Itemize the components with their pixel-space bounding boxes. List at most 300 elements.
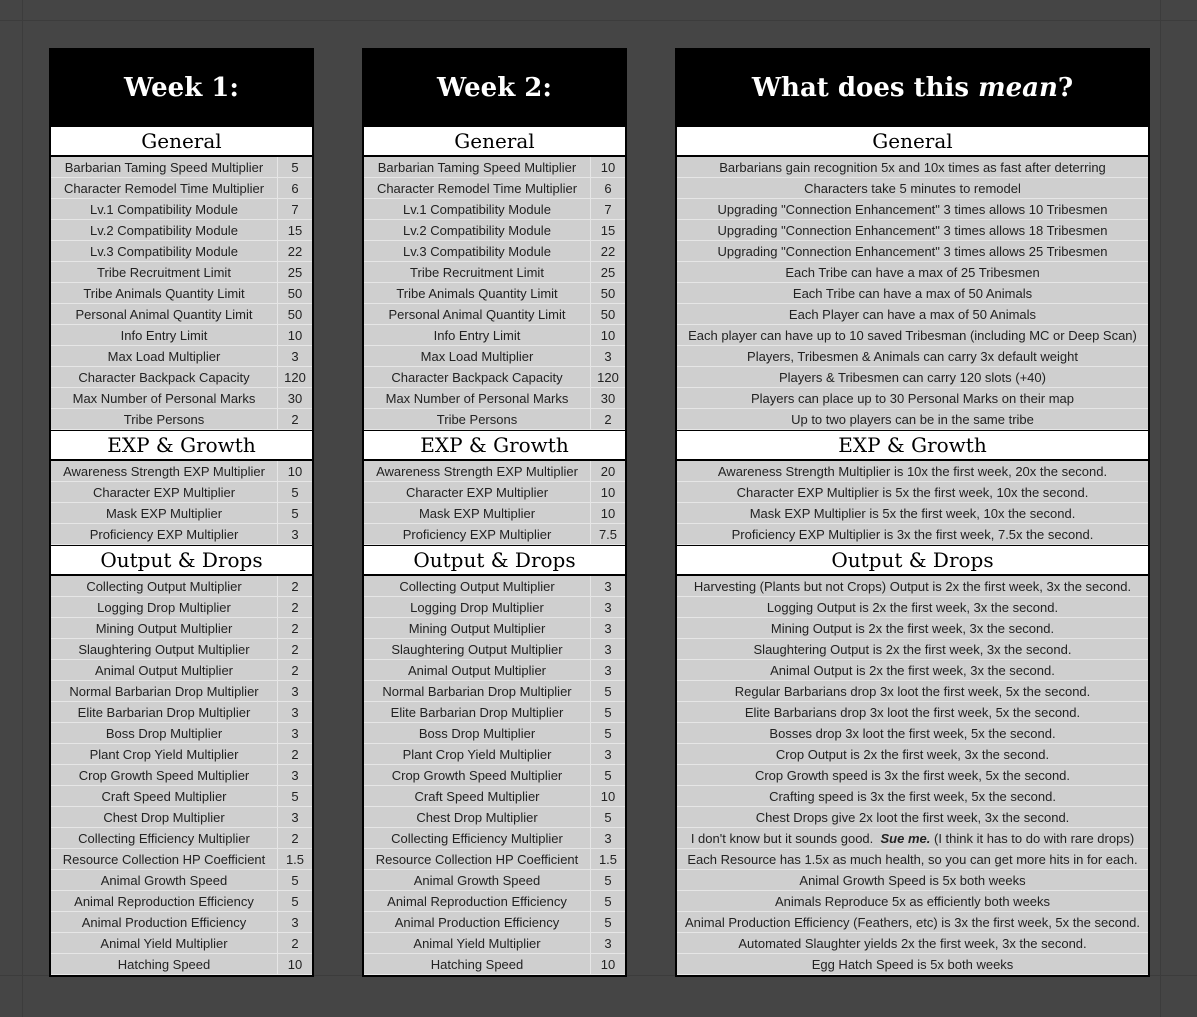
output-rows: [677, 576, 1148, 975]
table-row: [364, 744, 625, 765]
setting-label: Max Load Multiplier: [420, 348, 534, 364]
section-output: Output & Drops: [677, 546, 1148, 576]
setting-value: 6: [277, 178, 312, 198]
setting-label: Animal Growth Speed: [100, 872, 228, 888]
table-row: [364, 503, 625, 524]
setting-label: Mask EXP Multiplier: [418, 505, 536, 521]
setting-label: Tribe Animals Quantity Limit: [396, 285, 558, 301]
table-row: [51, 597, 312, 618]
meaning-title-suffix: ?: [1057, 73, 1074, 103]
meaning-text: Animal Growth Speed is 5x both weeks: [799, 872, 1026, 888]
table-row: [51, 409, 312, 430]
setting-label: Tribe Persons: [436, 411, 518, 427]
meaning-text: Automated Slaughter yields 2x the first week, 3x the second.: [738, 935, 1087, 951]
table-row: [677, 744, 1148, 765]
setting-label: Boss Drop Multiplier: [418, 725, 536, 741]
table-row: [364, 283, 625, 304]
table-row: [51, 482, 312, 503]
meaning-cell: [677, 412, 1148, 427]
setting-value: 5: [590, 912, 625, 932]
meaning-text: Each Tribe can have a max of 25 Tribesmen: [785, 264, 1040, 280]
meaning-cell: [677, 244, 1148, 259]
meaning-title-em: mean: [978, 73, 1058, 103]
setting-value: 25: [277, 262, 312, 282]
table-row: [364, 262, 625, 283]
table-row: [364, 576, 625, 597]
general-rows: [677, 157, 1148, 430]
setting-label: Personal Animal Quantity Limit: [388, 306, 566, 322]
table-row: [677, 524, 1148, 545]
meaning-text: Harvesting (Plants but not Crops) Output is 2x the first week, 3x the second.: [693, 578, 1132, 594]
setting-value: 30: [590, 388, 625, 408]
table-row: [51, 199, 312, 220]
table-row: [51, 576, 312, 597]
setting-value: 3: [590, 618, 625, 638]
setting-value: 7.5: [590, 524, 625, 544]
setting-label: Resource Collection HP Coefficient: [375, 851, 579, 867]
setting-value: 10: [590, 325, 625, 345]
meaning-text: Slaughtering Output is 2x the first week, 3x the second.: [753, 641, 1072, 657]
setting-label: Proficiency EXP Multiplier: [89, 526, 239, 542]
meaning-text: Each Resource has 1.5x as much health, so you can get more hits in for each.: [687, 851, 1138, 867]
setting-value: 10: [277, 325, 312, 345]
output-rows: [364, 576, 625, 975]
general-rows: [364, 157, 625, 430]
setting-value: 3: [277, 912, 312, 932]
table-row: [677, 891, 1148, 912]
setting-label: Character Remodel Time Multiplier: [376, 180, 578, 196]
table-row: [51, 461, 312, 482]
meaning-text: Regular Barbarians drop 3x loot the first week, 5x the second.: [734, 683, 1091, 699]
setting-value: 5: [590, 765, 625, 785]
table-row: [677, 681, 1148, 702]
table-row: [677, 388, 1148, 409]
setting-label: Character Backpack Capacity: [391, 369, 563, 385]
setting-value: 3: [277, 702, 312, 722]
meaning-cell: [677, 328, 1148, 343]
table-row: [51, 723, 312, 744]
meaning-tail: (I think it has to do with rare drops): [934, 830, 1135, 846]
setting-value: 25: [590, 262, 625, 282]
meaning-cell: [677, 831, 1148, 846]
meaning-cell: [677, 527, 1148, 542]
setting-label: Slaughtering Output Multiplier: [391, 641, 563, 657]
table-row: [364, 954, 625, 975]
meaning-cell: [677, 894, 1148, 909]
setting-label: Animal Production Efficiency: [394, 914, 560, 930]
meaning-cell: [677, 789, 1148, 804]
table-row: [364, 157, 625, 178]
setting-value: 5: [277, 870, 312, 890]
table-row: [51, 367, 312, 388]
meaning-text: Each Player can have a max of 50 Animals: [788, 306, 1037, 322]
table-row: [364, 870, 625, 891]
table-row: [364, 409, 625, 430]
meaning-text: Crafting speed is 3x the first week, 5x the second.: [769, 788, 1056, 804]
meaning-cell: [677, 265, 1148, 280]
setting-value: 30: [277, 388, 312, 408]
meaning-text: Players & Tribesmen can carry 120 slots (+40): [779, 369, 1046, 385]
table-row: [677, 325, 1148, 346]
table-row: [677, 503, 1148, 524]
meaning-cell: [677, 579, 1148, 594]
setting-value: 3: [590, 576, 625, 596]
table-row: [51, 807, 312, 828]
setting-label: Boss Drop Multiplier: [105, 725, 223, 741]
meaning-text: Animal Output is 2x the first week, 3x the second.: [770, 662, 1055, 678]
meaning-cell: [677, 349, 1148, 364]
setting-value: 22: [277, 241, 312, 261]
setting-value: 10: [590, 954, 625, 974]
setting-value: 3: [590, 597, 625, 617]
meaning-text: Chest Drops give 2x loot the first week, 3x the second.: [755, 809, 1070, 825]
week1-panel: [49, 48, 314, 977]
setting-value: 3: [277, 524, 312, 544]
table-row: [364, 346, 625, 367]
setting-value: 50: [590, 283, 625, 303]
table-row: [364, 702, 625, 723]
setting-label: Resource Collection HP Coefficient: [62, 851, 266, 867]
table-row: [677, 828, 1148, 849]
setting-value: 2: [277, 639, 312, 659]
meaning-cell: [677, 181, 1148, 196]
setting-value: 5: [590, 870, 625, 890]
meaning-cell: [677, 286, 1148, 301]
meaning-cell: [677, 485, 1148, 500]
table-row: [51, 524, 312, 545]
table-row: [364, 482, 625, 503]
setting-value: 50: [277, 304, 312, 324]
table-row: [51, 283, 312, 304]
meaning-text: Players, Tribesmen & Animals can carry 3x default weight: [747, 348, 1078, 364]
setting-label: Info Entry Limit: [120, 327, 208, 343]
setting-value: 6: [590, 178, 625, 198]
meaning-text: Characters take 5 minutes to remodel: [804, 180, 1021, 196]
table-row: [51, 304, 312, 325]
setting-value: 3: [590, 744, 625, 764]
table-row: [364, 524, 625, 545]
setting-label: Animal Yield Multiplier: [100, 935, 228, 951]
table-row: [51, 765, 312, 786]
table-row: [677, 304, 1148, 325]
table-row: [51, 325, 312, 346]
setting-label: Barbarian Taming Speed Multiplier: [377, 159, 577, 175]
meaning-text: Elite Barbarians drop 3x loot the first week, 5x the second.: [744, 704, 1081, 720]
table-row: [364, 807, 625, 828]
setting-label: Plant Crop Yield Multiplier: [402, 746, 552, 762]
table-row: [677, 954, 1148, 975]
table-row: [677, 618, 1148, 639]
setting-value: 50: [590, 304, 625, 324]
table-row: [51, 912, 312, 933]
setting-label: Animal Growth Speed: [413, 872, 541, 888]
meaning-panel: [675, 48, 1150, 977]
table-row: [51, 744, 312, 765]
setting-label: Elite Barbarian Drop Multiplier: [77, 704, 251, 720]
table-row: [51, 681, 312, 702]
setting-label: Info Entry Limit: [433, 327, 521, 343]
setting-label: Barbarian Taming Speed Multiplier: [64, 159, 264, 175]
table-row: [677, 639, 1148, 660]
setting-value: 120: [277, 367, 312, 387]
setting-label: Awareness Strength EXP Multiplier: [63, 463, 265, 479]
setting-label: Lv.1 Compatibility Module: [403, 201, 551, 217]
setting-label: Chest Drop Multiplier: [416, 809, 538, 825]
setting-value: 10: [277, 954, 312, 974]
meaning-cell: [677, 223, 1148, 238]
setting-label: Proficiency EXP Multiplier: [402, 526, 552, 542]
setting-value: 2: [277, 933, 312, 953]
table-row: [51, 933, 312, 954]
meaning-cell: [677, 726, 1148, 741]
section-output: Output & Drops: [364, 546, 625, 576]
meaning-cell: [677, 915, 1148, 930]
meaning-text: Mask EXP Multiplier is 5x the first week, 10x the second.: [749, 505, 1076, 521]
table-row: [51, 660, 312, 681]
meaning-emphasis: Sue me.: [880, 830, 931, 846]
setting-value: 3: [277, 681, 312, 701]
meaning-text: Players can place up to 30 Personal Marks on their map: [750, 390, 1074, 406]
meaning-text: Egg Hatch Speed is 5x both weeks: [811, 956, 1014, 972]
table-row: [51, 891, 312, 912]
general-rows: [51, 157, 312, 430]
setting-value: 15: [590, 220, 625, 240]
setting-value: 5: [590, 681, 625, 701]
setting-label: Elite Barbarian Drop Multiplier: [390, 704, 564, 720]
setting-value: 5: [590, 807, 625, 827]
setting-value: 2: [277, 660, 312, 680]
table-row: [364, 304, 625, 325]
table-row: [364, 597, 625, 618]
table-row: [677, 199, 1148, 220]
meaning-text: Up to two players can be in the same tribe: [791, 411, 1034, 427]
setting-value: 15: [277, 220, 312, 240]
table-row: [677, 346, 1148, 367]
setting-value: 2: [277, 828, 312, 848]
section-general: General: [677, 127, 1148, 157]
exp-rows: [51, 461, 312, 545]
table-row: [364, 367, 625, 388]
setting-value: 10: [590, 157, 625, 177]
table-row: [364, 933, 625, 954]
meaning-text: Crop Output is 2x the first week, 3x the second.: [775, 746, 1050, 762]
setting-label: Tribe Recruitment Limit: [97, 264, 231, 280]
meaning-text: I don't know but it sounds good.: [690, 830, 874, 846]
setting-label: Animal Reproduction Efficiency: [74, 893, 254, 909]
table-row: [677, 367, 1148, 388]
section-exp: EXP & Growth: [51, 431, 312, 461]
table-row: [677, 241, 1148, 262]
meaning-text: Each player can have up to 10 saved Tribesman (including MC or Deep Scan): [688, 327, 1137, 343]
table-row: [677, 933, 1148, 954]
table-row: [51, 786, 312, 807]
meaning-cell: [677, 642, 1148, 657]
setting-label: Mining Output Multiplier: [95, 620, 233, 636]
table-row: [364, 199, 625, 220]
setting-label: Crop Growth Speed Multiplier: [78, 767, 250, 783]
meaning-text: Upgrading "Connection Enhancement" 3 times allows 18 Tribesmen: [717, 222, 1108, 238]
meaning-title-prefix: What does this: [751, 73, 979, 103]
setting-value: 5: [277, 786, 312, 806]
week2-panel: [362, 48, 627, 977]
table-row: [364, 849, 625, 870]
meaning-text: Logging Output is 2x the first week, 3x the second.: [766, 599, 1059, 615]
setting-value: 5: [277, 891, 312, 911]
setting-label: Animal Output Multiplier: [95, 662, 233, 678]
table-row: [677, 723, 1148, 744]
table-row: [51, 346, 312, 367]
table-row: [364, 681, 625, 702]
meaning-cell: [677, 684, 1148, 699]
table-row: [364, 786, 625, 807]
setting-label: Lv.2 Compatibility Module: [403, 222, 551, 238]
week1-title: Week 1:: [124, 73, 239, 103]
setting-value: 3: [277, 765, 312, 785]
setting-label: Lv.2 Compatibility Module: [90, 222, 238, 238]
table-row: [364, 618, 625, 639]
meaning-cell: [677, 621, 1148, 636]
table-row: [51, 849, 312, 870]
table-row: [51, 618, 312, 639]
setting-value: 3: [590, 933, 625, 953]
table-row: [364, 891, 625, 912]
table-row: [51, 388, 312, 409]
table-row: [364, 241, 625, 262]
table-row: [51, 262, 312, 283]
table-row: [364, 660, 625, 681]
table-row: [677, 786, 1148, 807]
setting-label: Animal Production Efficiency: [81, 914, 247, 930]
table-row: [364, 220, 625, 241]
table-row: [677, 660, 1148, 681]
setting-label: Awareness Strength EXP Multiplier: [376, 463, 578, 479]
setting-value: 10: [590, 786, 625, 806]
setting-label: Collecting Efficiency Multiplier: [391, 830, 563, 846]
meaning-text: Upgrading "Connection Enhancement" 3 times allows 10 Tribesmen: [717, 201, 1108, 217]
setting-label: Tribe Recruitment Limit: [410, 264, 544, 280]
setting-value: 10: [277, 461, 312, 481]
meaning-text: Crop Growth speed is 3x the first week, 5x the second.: [754, 767, 1071, 783]
table-row: [364, 461, 625, 482]
table-row: [677, 870, 1148, 891]
setting-value: 50: [277, 283, 312, 303]
table-row: [677, 807, 1148, 828]
setting-value: 3: [277, 723, 312, 743]
meaning-cell: [677, 506, 1148, 521]
setting-label: Plant Crop Yield Multiplier: [89, 746, 239, 762]
table-row: [677, 220, 1148, 241]
meaning-cell: [677, 663, 1148, 678]
table-row: [677, 765, 1148, 786]
section-general: General: [364, 127, 625, 157]
setting-label: Collecting Output Multiplier: [399, 578, 555, 594]
meaning-cell: [677, 936, 1148, 951]
setting-label: Max Number of Personal Marks: [385, 390, 569, 406]
setting-value: 3: [590, 346, 625, 366]
table-row: [677, 178, 1148, 199]
setting-value: 2: [590, 409, 625, 429]
setting-value: 3: [590, 660, 625, 680]
setting-value: 5: [590, 891, 625, 911]
setting-label: Character Remodel Time Multiplier: [63, 180, 265, 196]
table-row: [677, 597, 1148, 618]
setting-label: Logging Drop Multiplier: [410, 599, 544, 615]
table-row: [51, 639, 312, 660]
table-row: [677, 702, 1148, 723]
meaning-cell: [677, 307, 1148, 322]
setting-label: Crop Growth Speed Multiplier: [391, 767, 563, 783]
setting-label: Animal Output Multiplier: [408, 662, 546, 678]
table-row: [364, 828, 625, 849]
setting-value: 2: [277, 618, 312, 638]
section-general: General: [51, 127, 312, 157]
setting-value: 2: [277, 576, 312, 596]
meaning-text: Character EXP Multiplier is 5x the first week, 10x the second.: [736, 484, 1089, 500]
setting-value: 5: [590, 723, 625, 743]
table-row: [677, 283, 1148, 304]
table-row: [364, 325, 625, 346]
setting-value: 10: [590, 482, 625, 502]
setting-label: Slaughtering Output Multiplier: [78, 641, 250, 657]
setting-label: Collecting Output Multiplier: [86, 578, 242, 594]
setting-label: Animal Yield Multiplier: [413, 935, 541, 951]
table-row: [51, 503, 312, 524]
exp-rows: [364, 461, 625, 545]
meaning-text: Proficiency EXP Multiplier is 3x the first week, 7.5x the second.: [731, 526, 1094, 542]
setting-label: Max Number of Personal Marks: [72, 390, 256, 406]
meaning-text: Animal Production Efficiency (Feathers, etc) is 3x the first week, 5x the second.: [685, 914, 1140, 930]
setting-value: 7: [590, 199, 625, 219]
table-row: [51, 870, 312, 891]
setting-value: 3: [590, 828, 625, 848]
setting-label: Normal Barbarian Drop Multiplier: [69, 683, 259, 699]
exp-rows: [677, 461, 1148, 545]
setting-label: Mining Output Multiplier: [408, 620, 546, 636]
meaning-cell: [677, 391, 1148, 406]
section-output: Output & Drops: [51, 546, 312, 576]
table-row: [51, 220, 312, 241]
setting-label: Tribe Persons: [123, 411, 205, 427]
table-row: [364, 388, 625, 409]
setting-label: Personal Animal Quantity Limit: [75, 306, 253, 322]
meaning-cell: [677, 768, 1148, 783]
setting-label: Max Load Multiplier: [107, 348, 221, 364]
meaning-cell: [677, 705, 1148, 720]
meaning-cell: [677, 873, 1148, 888]
setting-label: Craft Speed Multiplier: [101, 788, 227, 804]
setting-value: 5: [590, 702, 625, 722]
table-row: [51, 954, 312, 975]
table-row: [677, 482, 1148, 503]
meaning-cell: [677, 370, 1148, 385]
table-row: [677, 262, 1148, 283]
setting-label: Lv.3 Compatibility Module: [403, 243, 551, 259]
meaning-cell: [677, 957, 1148, 972]
table-row: [51, 702, 312, 723]
table-row: [364, 178, 625, 199]
table-row: [364, 723, 625, 744]
setting-value: 1.5: [277, 849, 312, 869]
table-row: [51, 178, 312, 199]
output-rows: [51, 576, 312, 975]
setting-value: 20: [590, 461, 625, 481]
setting-label: Tribe Animals Quantity Limit: [83, 285, 245, 301]
setting-label: Logging Drop Multiplier: [97, 599, 231, 615]
table-row: [364, 639, 625, 660]
meaning-text: Bosses drop 3x loot the first week, 5x the second.: [769, 725, 1056, 741]
setting-value: 120: [590, 367, 625, 387]
table-row: [677, 157, 1148, 178]
